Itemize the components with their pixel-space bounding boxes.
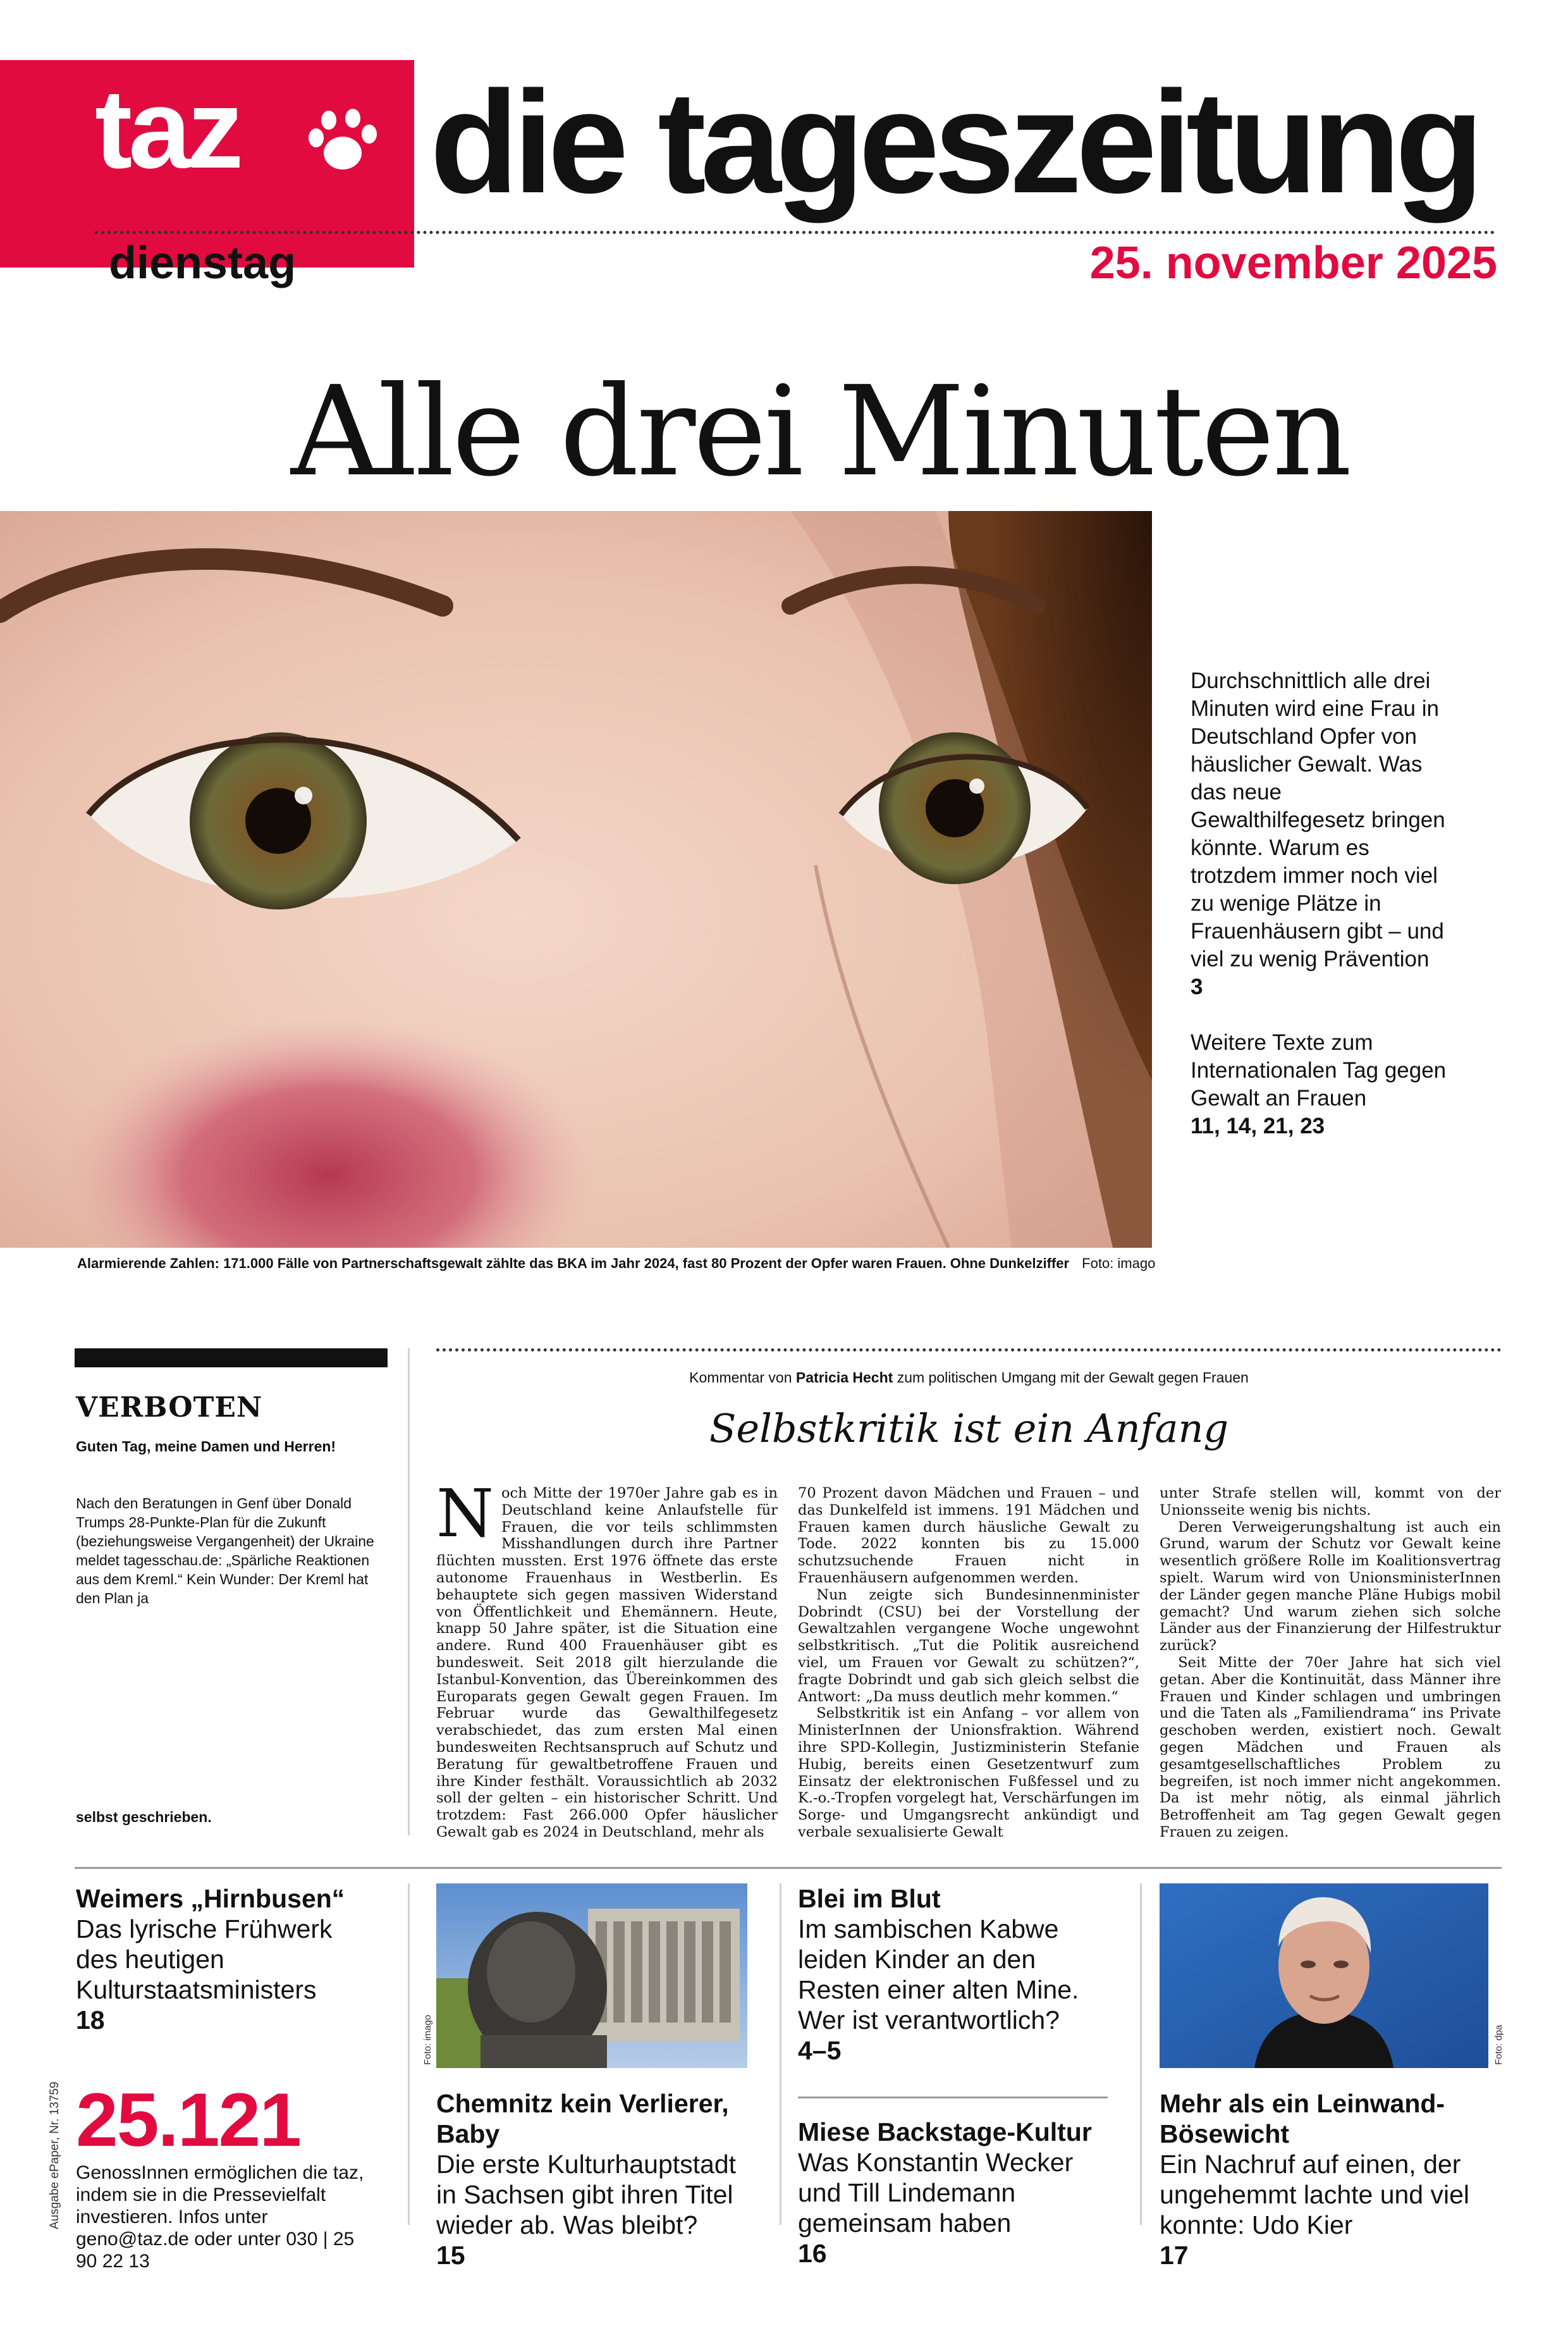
eye-photo-illustration bbox=[0, 511, 1152, 1248]
taz-logo[interactable]: taz bbox=[95, 66, 240, 192]
column-divider bbox=[1140, 1883, 1142, 2225]
column-divider bbox=[780, 1883, 781, 2225]
teaser-page[interactable]: 18 bbox=[76, 2005, 105, 2035]
chemnitz-photo bbox=[436, 1883, 747, 2068]
comment-author: Patricia Hecht bbox=[795, 1369, 893, 1386]
comment-column-3: unter Strafe stellen will, kommt von der Unionsseite wenig bis nichts. Deren Verweigerungshaltung ist auch ein Grund, warum der Schutz vor Gewalt keine wesentlich größere Rolle im Koalitionsvertrag spielt. Warum wird von UnionsministerInnen der Länder gegen manche Pläne Hubigs mobil gemacht? Und warum ziehen sich solche Länder aus der Finanzierung der Hilfestruktur zurück? Seit Mitte der 70er Jahre hat sich viel getan. Aber die Kontinuität, dass Männer ihre Frauen und Kinder schlagen und umbringen und die Taten als „Familiendrama“ ins Private geschoben werden, existiert noch. Gewalt gegen Mädchen und Frauen als gesamtgesellschaftliches Problem zu begreifen, ist noch immer nicht angekommen. Da ist mehr nötig, als einmal jährlich Betroffenheit am Tag gegen Gewalt gegen Frauen zu zeigen. bbox=[1160, 1485, 1501, 1840]
teaser-chemnitz[interactable] bbox=[436, 2088, 752, 2270]
lead-teaser[interactable] bbox=[1191, 667, 1456, 1140]
comment-title[interactable]: Selbstkritik ist ein Anfang bbox=[709, 1405, 1229, 1451]
comment-column-2: 70 Prozent davon Mädchen und Frauen – und das Dunkelfeld ist immens. 191 Mädchen und Frauen kamen durch häusliche Gewalt zu Tode. 2022 konnten bis zu 15.000 schutzsuchende Frauen nicht in Frauenhäusern aufgenommen werden. Nun zeigte sich Bundesinnenminister Dobrindt (CSU) bei der Vorstellung der Gewaltzahlen vergangene Woche ungewohnt selbstkritisch. „Tut die Politik ausreichend viel, um Frauen vor Gewalt zu schützen?“, fragte Dobrindt und gab sich gleich selbst die Antwort: „Da muss deutlich mehr kommen.“ Selbstkritik ist ein Anfang – vor allem von MinisterInnen der Unionsfraktion. Während ihre SPD-Kollegin, Justizministerin Stefanie Hubig, bereits einen Gesetzentwurf zum Einsatz der elektronischen Fußfessel und zu K.-o.-Tropfen vorgelegt hat, Verschärfungen im Sorge- und Umgangsrecht ankündigt und verbale sexualisierte Gewalt bbox=[798, 1485, 1139, 1840]
teaser-title: Mehr als ein Leinwand-Bösewicht bbox=[1160, 2089, 1445, 2148]
teaser-body: Das lyrische Frühwerk des heutigen Kulturstaatsministers bbox=[76, 1914, 333, 2004]
more-texts-pages[interactable]: 11, 14, 21, 23 bbox=[1191, 1114, 1325, 1138]
column-divider bbox=[408, 1348, 410, 1835]
paw-icon bbox=[305, 108, 381, 177]
column-divider bbox=[408, 1883, 410, 2225]
teaser-divider bbox=[798, 2097, 1108, 2098]
teaser-title: Weimers „Hirnbusen“ bbox=[76, 1884, 345, 1913]
verboten-greeting: Guten Tag, meine Damen und Herren! bbox=[76, 1438, 336, 1455]
more-texts: Weitere Texte zum Internationalen Tag gegen Gewalt an Frauen bbox=[1191, 1030, 1447, 1111]
teaser-title: Chemnitz kein Verlierer, Baby bbox=[436, 2089, 729, 2148]
teaser-body: Was Konstantin Wecker und Till Lindemann gemeinsam haben bbox=[798, 2148, 1074, 2238]
teaser-page[interactable]: 4–5 bbox=[798, 2036, 842, 2065]
comment-column-1: N och Mitte der 1970er Jahre gab es in Deutschland keine Anlaufstelle für Frauen, die vor teils schlimmsten Misshandlungen durch ihre Partner flüchten mussten. Erst 1976 öffnete das erste autonome Frauenhaus in Westberlin. Es behauptete sich gegen massiven Widerstand von Öffentlichkeit und Ehemännern. Heute, knapp 50 Jahre später, ist die Situation eine andere. Rund 400 Frauenhäuser gibt es bundesweit. Seit 2018 gilt hierzulande die Istanbul-Konvention, das Übereinkommen des Europarats gegen Gewalt gegen Frauen. Im Februar wurde das Gewalthilfegesetz verabschiedet, das zum ersten Mal einen bundesweiten Rechtsanspruch auf Schutz und Beratung für gewaltbetroffene Frauen und ihre Kinder festhält. Voraussichtlich ab 2032 soll der gelten – ein historischer Schritt. Und trotzdem: Fast 266.000 Opfer häuslicher Gewalt gab es 2024 in Deutschland, mehr als bbox=[436, 1475, 778, 1840]
udo-kier-photo-credit: Foto: dpa bbox=[1493, 2024, 1504, 2065]
teaser-udo-kier[interactable] bbox=[1160, 2088, 1488, 2270]
teaser-page[interactable]: 16 bbox=[798, 2239, 827, 2268]
verboten-bar bbox=[75, 1348, 388, 1367]
portrait-illustration bbox=[1160, 1883, 1488, 2068]
teaser-weimer[interactable] bbox=[76, 1883, 373, 2035]
lead-teaser-text: Durchschnittlich alle drei Minuten wird eine Frau in Deutschland Opfer von häuslicher Gewalt. Was das neue Gewalthilfegesetz bringen könnte. Warum es trotzdem immer noch viel zu wenige Plätze in Frauenhäusern gibt – und viel zu wenig Prävention bbox=[1191, 668, 1445, 971]
lead-teaser-page[interactable]: 3 bbox=[1191, 975, 1203, 999]
comment-kicker: Kommentar von Patricia Hecht zum politischen Umgang mit der Gewalt gegen Frauen bbox=[689, 1369, 1249, 1386]
teaser-body: Ein Nachruf auf einen, der ungehemmt lachte und viel konnte: Udo Kier bbox=[1160, 2150, 1470, 2239]
masthead-divider bbox=[95, 231, 1495, 234]
teaser-title: Blei im Blut bbox=[798, 1884, 941, 1913]
chemnitz-photo-credit: Foto: imago bbox=[422, 2014, 433, 2065]
verboten-punchline: selbst geschrieben. bbox=[76, 1809, 212, 1825]
weekday: dienstag bbox=[109, 238, 297, 288]
comment-divider bbox=[436, 1348, 1502, 1352]
teaser-body: Im sambischen Kabwe leiden Kinder an den Resten einer alten Mine. Wer ist verantwortlich? bbox=[798, 1914, 1079, 2035]
section-rule bbox=[75, 1867, 1502, 1869]
lead-headline[interactable]: Alle drei Minuten bbox=[291, 360, 1350, 504]
udo-kier-photo bbox=[1160, 1883, 1488, 2068]
teaser-blei[interactable] bbox=[798, 1883, 1114, 2066]
teaser-title: Miese Backstage-Kultur bbox=[798, 2117, 1092, 2146]
drop-cap: N bbox=[436, 1475, 494, 1552]
verboten-title: VERBOTEN bbox=[76, 1391, 263, 1424]
teaser-page[interactable]: 15 bbox=[436, 2241, 465, 2270]
teaser-page[interactable]: 17 bbox=[1160, 2241, 1189, 2270]
lead-photo bbox=[0, 511, 1152, 1248]
marx-monument-illustration bbox=[436, 1883, 747, 2068]
lead-caption: Alarmierende Zahlen: 171.000 Fälle von Partnerschaftsgewalt zählte das BKA im Jahr 2024, fast 80 Prozent der Opfer waren Frauen. Ohne Dunkelziffer Foto: imago bbox=[77, 1255, 1156, 1271]
geno-number: 25.121 bbox=[76, 2078, 301, 2162]
issue-number: Ausgabe ePaper, Nr. 13759 bbox=[48, 2081, 61, 2229]
verboten-text: Nach den Beratungen in Genf über Donald Trumps 28-Punkte-Plan für die Zukunft (beziehungsweise Vergangenheit) der Ukraine meldet tagesschau.de: „Spärliche Reaktionen aus dem Kreml.“ Kein Wunder: Der Kreml hat den Plan ja bbox=[76, 1495, 374, 1606]
issue-date: 25. november 2025 bbox=[1089, 238, 1497, 288]
geno-text[interactable]: GenossInnen ermöglichen die taz, indem sie in die Pressevielfalt investieren. Infos unter geno@taz.de oder unter 030 | 25 90 22 13 bbox=[76, 2162, 364, 2272]
teaser-backstage[interactable] bbox=[798, 2117, 1114, 2269]
paper-title: die tageszeitung bbox=[430, 61, 1478, 223]
teaser-body: Die erste Kulturhauptstadt in Sachsen gibt ihren Titel wieder ab. Was bleibt? bbox=[436, 2150, 737, 2239]
